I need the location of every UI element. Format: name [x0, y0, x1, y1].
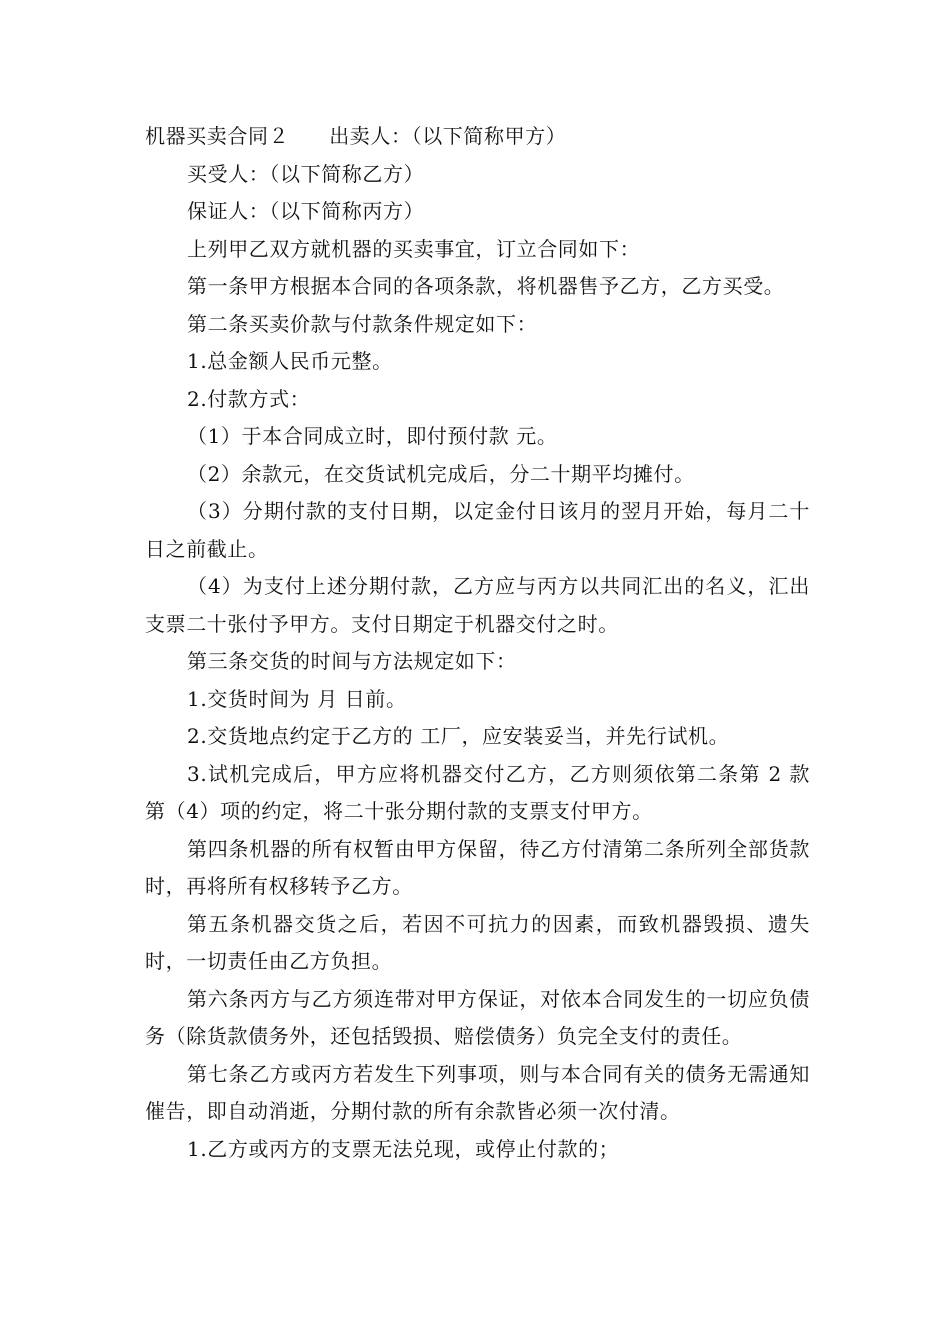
article-4: 第四条机器的所有权暂由甲方保留，待乙方付清第二条所列全部货款时，再将所有权移转予乙方。 — [145, 836, 810, 898]
article-7: 第七条乙方或丙方若发生下列事项，则与本合同有关的债务无需通知催告，即自动消逝，分期付款的所有余款皆必须一次付清。 — [145, 1061, 810, 1123]
preamble-paragraph: 上列甲乙双方就机器的买卖事宜，订立合同如下： — [187, 236, 641, 261]
guarantor-line: 保证人：（以下简称丙方） — [187, 199, 425, 223]
article-3-item-2: 2.交货地点约定于乙方的 工厂，应安装妥当，并先行试机。 — [187, 724, 730, 748]
document-title: 机器买卖合同２ — [145, 124, 290, 148]
article-2-subitem-1: （1）于本合同成立时，即付预付款 元。 — [187, 424, 558, 448]
article-2-heading: 第二条买卖价款与付款条件规定如下： — [187, 311, 538, 336]
article-2-subitem-2: （2）余款元，在交货试机完成后，分二十期平均摊付。 — [187, 461, 695, 486]
article-6: 第六条丙方与乙方须连带对甲方保证，对依本合同发生的一切应负债务（除货款债务外，还包括毁损、赔偿债务）负完全支付的责任。 — [145, 986, 810, 1048]
article-5: 第五条机器交货之后，若因不可抗力的因素，而致机器毁损、遗失时，一切责任由乙方负担。 — [145, 911, 810, 973]
article-1: 第一条甲方根据本合同的各项条款，将机器售予乙方，乙方买受。 — [187, 274, 785, 298]
buyer-line: 买受人：（以下简称乙方） — [187, 161, 425, 186]
title-line — [145, 118, 810, 156]
article-2-subitem-3: （3）分期付款的支付日期，以定金付日该月的翌月开始，每月二十日之前截止。 — [145, 499, 810, 561]
article-7-item-1: 1.乙方或丙方的支票无法兑现，或停止付款的； — [187, 1136, 620, 1161]
seller-line: 出卖人：（以下简称甲方） — [329, 124, 567, 148]
document-body — [145, 118, 810, 1168]
article-3-heading: 第三条交货的时间与方法规定如下： — [187, 649, 517, 673]
article-3-item-3: 3.试机完成后，甲方应将机器交付乙方，乙方则须依第二条第 2 款第（4）项的约定，将二十张分期付款的支票支付甲方。 — [145, 761, 810, 823]
article-3-item-1: 1.交货时间为 月 日前。 — [187, 686, 407, 711]
article-2-item-2: 2.付款方式： — [187, 386, 311, 411]
article-2-item-1: 1.总金额人民币元整。 — [187, 349, 393, 373]
article-2-subitem-4: （4）为支付上述分期付款，乙方应与丙方以共同汇出的名义，汇出支票二十张付予甲方。支付日期定于机器交付之时。 — [145, 574, 810, 636]
